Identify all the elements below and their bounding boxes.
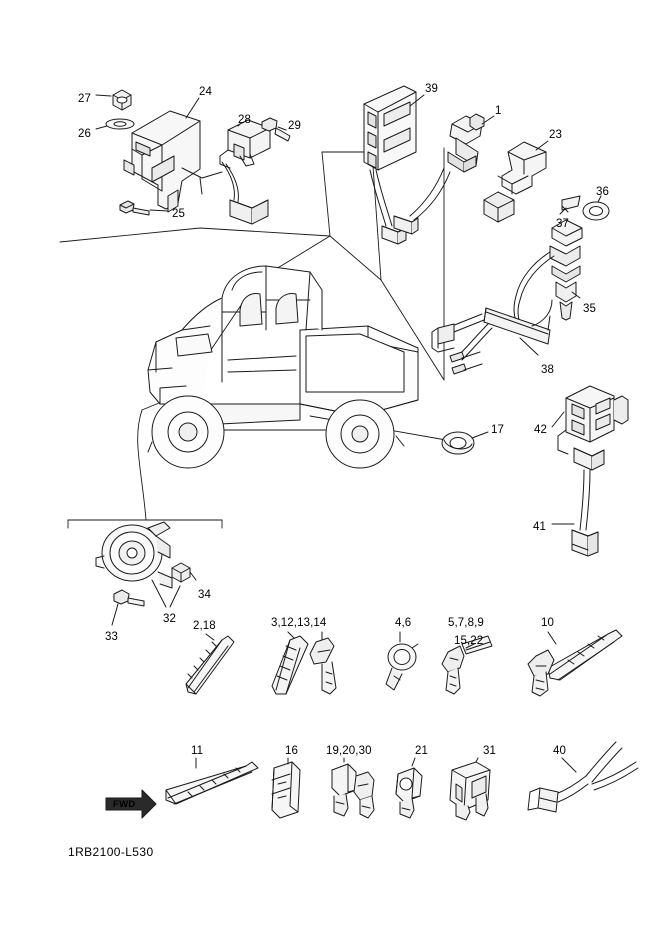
callout-21: 21 <box>415 745 428 757</box>
callout-35: 35 <box>583 303 596 315</box>
leader-3-12 <box>288 632 294 638</box>
callout-41: 41 <box>533 521 546 533</box>
bolt-part-25 <box>120 201 149 215</box>
callout-39: 39 <box>425 83 438 95</box>
callout-2-18: 2,18 <box>193 620 216 632</box>
leader-26 <box>96 126 107 129</box>
switch-cap-part-23 <box>484 142 546 222</box>
leader-17 <box>472 432 488 438</box>
callout-28: 28 <box>238 114 251 126</box>
leader-42 <box>552 412 564 427</box>
leader-21 <box>412 758 415 766</box>
clamp-ring-part-4-6 <box>386 644 418 690</box>
horn-nut-part-34 <box>172 563 190 582</box>
callout-5-7-8-9: 5,7,8,9 <box>448 617 484 629</box>
leader-34 <box>190 572 196 580</box>
callout-23: 23 <box>549 129 562 141</box>
leader-10 <box>548 632 556 644</box>
two-way-lead-part-40 <box>528 742 638 812</box>
callout-40: 40 <box>553 745 566 757</box>
callout-27: 27 <box>78 93 91 105</box>
leader-33 <box>112 604 118 625</box>
callout-31: 31 <box>483 745 496 757</box>
callout-10: 10 <box>541 617 554 629</box>
callout-24: 24 <box>199 86 212 98</box>
cable-clip-part-21 <box>396 768 422 818</box>
callout-1: 1 <box>495 105 502 117</box>
leader-25 <box>150 210 168 211</box>
callout-4-6: 4,6 <box>395 617 412 629</box>
band-clamp-part-3-12-13-14 <box>272 636 336 694</box>
clamp-bracket-part-16 <box>272 762 300 818</box>
leader-23 <box>536 141 548 150</box>
fwd-direction-label: FWD <box>113 799 136 810</box>
callout-19-20-30: 19,20,30 <box>326 745 372 757</box>
fuse-box-lead-part-41 <box>572 470 598 556</box>
horn-part-32 <box>96 522 172 588</box>
figure-code: 1RB2100-L530 <box>68 845 154 859</box>
fuse-box-part-42 <box>558 386 628 470</box>
leader-24 <box>186 98 199 118</box>
callout-38: 38 <box>541 364 554 376</box>
callout-25: 25 <box>172 208 185 220</box>
band-part-11 <box>166 762 258 804</box>
vehicle-illustration <box>148 266 418 468</box>
o-ring-part-36 <box>583 202 609 220</box>
callout-37: 37 <box>556 218 569 230</box>
callout-16: 16 <box>285 745 298 757</box>
band-holder-part-10 <box>528 630 622 696</box>
washer-part-26 <box>106 119 134 129</box>
wire-harness-part-38 <box>432 300 552 374</box>
grommet-part-17 <box>442 432 474 454</box>
callout-26: 26 <box>78 128 91 140</box>
callout-17: 17 <box>491 424 504 436</box>
switch-housing-part-24 <box>124 111 222 212</box>
callout-32: 32 <box>163 613 176 625</box>
horn-bolt-part-33 <box>114 590 144 606</box>
callout-3-12-13-14: 3,12,13,14 <box>271 617 327 629</box>
leader-31 <box>476 758 478 762</box>
leader-38 <box>520 338 538 355</box>
callout-11: 11 <box>191 745 204 757</box>
fuel-sender-part-35 <box>514 220 582 332</box>
leader-32-a <box>170 586 180 607</box>
harness-wire-28 <box>222 162 268 224</box>
callout-15-22: 15,22 <box>454 635 484 647</box>
callout-29: 29 <box>288 120 301 132</box>
callout-33: 33 <box>105 631 118 643</box>
callout-42: 42 <box>534 424 547 436</box>
callout-34: 34 <box>198 589 211 601</box>
band-part-2-18 <box>186 636 234 694</box>
nut-part-27 <box>113 90 131 110</box>
wire-clamp-part-19-20-30 <box>332 764 374 818</box>
leader-27 <box>96 95 111 96</box>
relay-holder-part-31 <box>450 762 490 820</box>
callout-36: 36 <box>596 186 609 198</box>
leader-40 <box>562 758 576 772</box>
leader-2-18 <box>206 634 214 640</box>
